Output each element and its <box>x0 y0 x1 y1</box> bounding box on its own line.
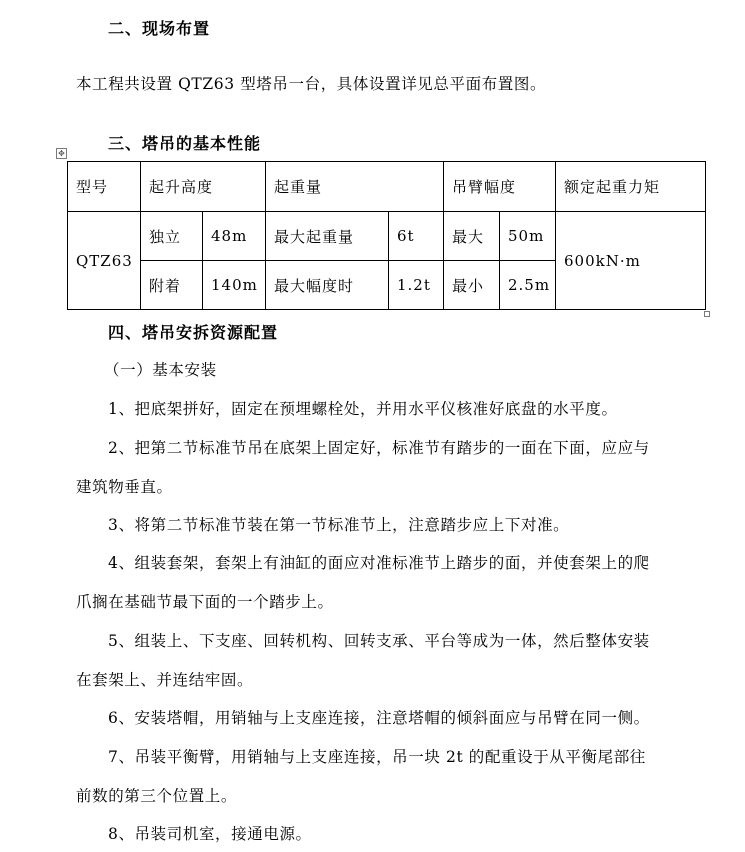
header-rated-moment: 额定起重力矩 <box>556 162 706 212</box>
max-range-load-value: 1.2t <box>389 261 444 310</box>
section-heading-performance: 三、塔吊的基本性能 <box>108 134 262 153</box>
step-7-line-1: 7、吊装平衡臂，用销轴与上支座连接，吊一块 2t 的配重设于从平衡尾部往 <box>108 748 646 766</box>
sub-heading-basic-install: （一）基本安装 <box>104 361 217 379</box>
step-4-line-2: 爪搁在基础节最下面的一个踏步上。 <box>76 593 334 611</box>
standalone-value: 48m <box>203 212 266 261</box>
max-range-value: 50m <box>500 212 556 261</box>
attached-label: 附着 <box>141 261 203 310</box>
step-7-line-2: 前数的第三个位置上。 <box>76 787 238 805</box>
table-row <box>68 212 706 261</box>
step-8: 8、吊装司机室，接通电源。 <box>108 825 312 843</box>
section-heading-layout: 二、现场布置 <box>108 19 211 38</box>
rated-moment-value: 600kN·m <box>556 212 706 310</box>
max-load-label: 最大起重量 <box>266 212 389 261</box>
table-move-handle-icon[interactable]: ✥ <box>56 148 67 159</box>
step-1: 1、把底架拼好，固定在预埋螺栓处，并用水平仪核准好底盘的水平度。 <box>108 400 618 418</box>
section-heading-resources: 四、塔吊安拆资源配置 <box>108 323 279 342</box>
standalone-label: 独立 <box>141 212 203 261</box>
min-range-label: 最小 <box>444 261 500 310</box>
max-range-label: 最大 <box>444 212 500 261</box>
table-resize-handle[interactable] <box>704 311 710 317</box>
attached-value: 140m <box>203 261 266 310</box>
header-model: 型号 <box>68 162 141 212</box>
step-3: 3、将第二节标准节装在第一节标准节上，注意踏步应上下对准。 <box>108 516 570 534</box>
header-lift-height: 起升高度 <box>141 162 266 212</box>
step-2-line-1: 2、把第二节标准节吊在底架上固定好，标准节有踏步的一面在下面，应应与 <box>108 439 650 457</box>
step-5-line-2: 在套架上、并连结牢固。 <box>76 671 254 689</box>
header-lift-weight: 起重量 <box>266 162 444 212</box>
step-5-line-1: 5、组装上、下支座、回转机构、回转支承、平台等成为一体，然后整体安装 <box>108 632 650 650</box>
model-cell: QTZ63 <box>68 212 141 310</box>
step-6: 6、安装塔帽，用销轴与上支座连接，注意塔帽的倾斜面应与吊臂在同一侧。 <box>108 709 650 727</box>
layout-paragraph: 本工程共设置 QTZ63 型塔吊一台，具体设置详见总平面布置图。 <box>76 75 547 93</box>
table-header-row <box>68 162 706 212</box>
crane-performance-table <box>67 161 706 310</box>
header-boom-range: 吊臂幅度 <box>444 162 556 212</box>
min-range-value: 2.5m <box>500 261 556 310</box>
max-range-load-label: 最大幅度时 <box>266 261 389 310</box>
step-2-line-2: 建筑物垂直。 <box>76 478 173 496</box>
step-4-line-1: 4、组装套架，套架上有油缸的面应对准标准节上踏步的面，并使套架上的爬 <box>108 554 650 572</box>
max-load-value: 6t <box>389 212 444 261</box>
